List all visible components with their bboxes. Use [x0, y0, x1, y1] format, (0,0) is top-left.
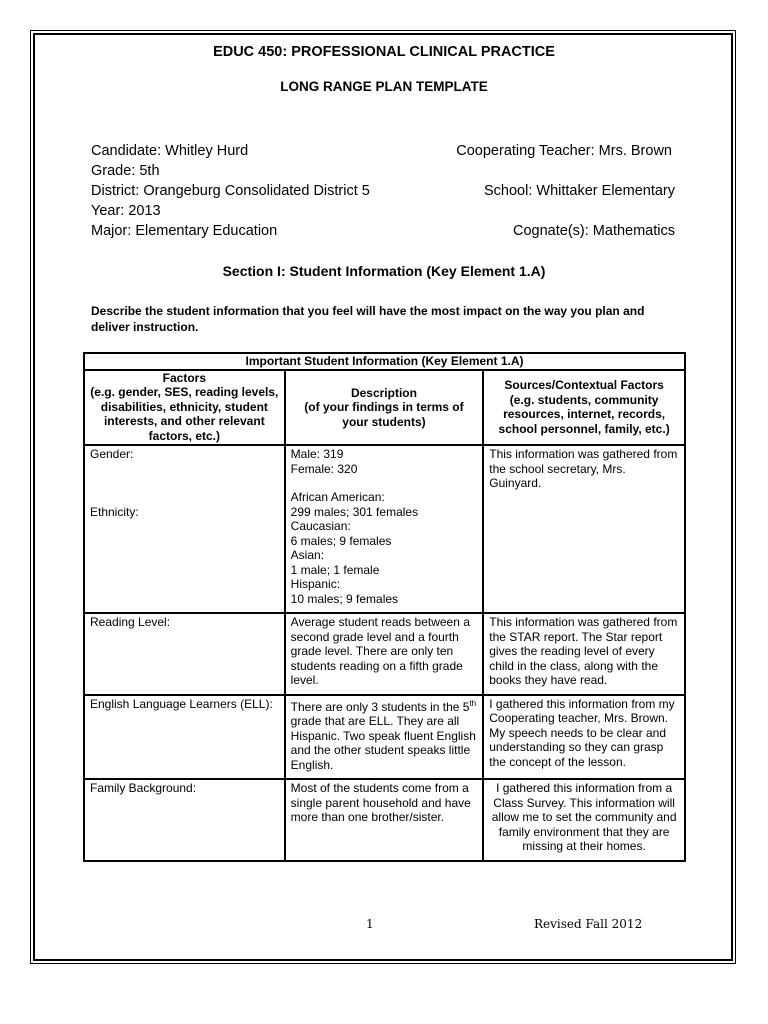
description-ethnicity: African American: 299 males; 301 females Caucasian: 6 males; 9 females Asian: 1 male; 1 female Hispanic: 10 males; 9 females	[290, 490, 419, 606]
template-title: LONG RANGE PLAN TEMPLATE	[280, 79, 488, 94]
major-field: Major: Elementary Education	[91, 223, 278, 239]
cooperating-teacher-field: Cooperating Teacher: Mrs. Brown	[456, 143, 672, 159]
factor-cell: English Language Learners (ELL):	[84, 695, 285, 780]
factor-cell: Reading Level:	[84, 613, 285, 695]
description-cell	[285, 445, 484, 613]
description-cell: Most of the students come from a single parent household and have more than one brother/sister.	[285, 779, 484, 861]
factor-cell: Family Background:	[84, 779, 285, 861]
ordinal-suffix: th	[469, 698, 477, 708]
table-row	[84, 445, 685, 613]
description-cell: Average student reads between a second grade level and a fourth grade level. There are only ten students reading on a fifth grade level.	[285, 613, 484, 695]
description-text-end: grade that are ELL. They are all Hispanic. Two speak fluent English and the other student speaks little English.	[290, 714, 476, 772]
column-header-factors: Factors (e.g. gender, SES, reading levels, disabilities, ethnicity, student interests, and other relevant factors, etc.)	[84, 370, 285, 446]
source-cell: I gathered this information from a Class Survey. This information will allow me to set the community and family environment that they are missing at their homes.	[483, 779, 685, 861]
table-row	[84, 695, 685, 780]
column-header-description: Description (of your findings in terms of your students)	[285, 370, 484, 446]
description-text-start: There are only 3 students in the 5	[290, 699, 470, 714]
school-field: School: Whittaker Elementary	[484, 183, 675, 199]
district-field: District: Orangeburg Consolidated District 5	[91, 183, 370, 199]
source-cell: I gathered this information from my Cooperating teacher, Mrs. Brown. My speech needs to be clear and understanding so they can grasp the concept of the lesson.	[483, 695, 685, 780]
table-row	[84, 613, 685, 695]
grade-field: Grade: 5th	[91, 163, 160, 179]
table-header-row	[84, 370, 685, 446]
table-caption: Important Student Information (Key Element 1.A)	[84, 353, 685, 370]
description-cell	[285, 695, 484, 780]
table-row	[84, 779, 685, 861]
column-header-sources: Sources/Contextual Factors (e.g. students, community resources, internet, records, school personnel, family, etc.)	[483, 370, 685, 446]
factor-ethnicity: Ethnicity:	[90, 504, 139, 519]
section-instructions: Describe the student information that you feel will have the most impact on the way you plan and deliver instruction.	[91, 304, 645, 334]
candidate-field: Candidate: Whitley Hurd	[91, 143, 249, 159]
description-gender: Male: 319 Female: 320	[290, 447, 358, 476]
page-number: 1	[366, 917, 374, 931]
cognate-field: Cognate(s): Mathematics	[513, 223, 675, 239]
course-title: EDUC 450: PROFESSIONAL CLINICAL PRACTICE	[213, 44, 555, 60]
source-cell: This information was gathered from the STAR report. The Star report gives the reading level of every child in the class, along with the books they have read.	[483, 613, 685, 695]
revision-note: Revised Fall 2012	[534, 917, 643, 931]
factor-cell	[84, 445, 285, 613]
student-info-table	[83, 352, 686, 862]
factor-gender: Gender:	[90, 447, 134, 461]
table-caption-row	[84, 353, 685, 370]
year-field: Year: 2013	[91, 203, 161, 219]
section-title: Section I: Student Information (Key Element 1.A)	[222, 263, 546, 279]
source-cell: This information was gathered from the school secretary, Mrs. Guinyard.	[483, 445, 685, 613]
